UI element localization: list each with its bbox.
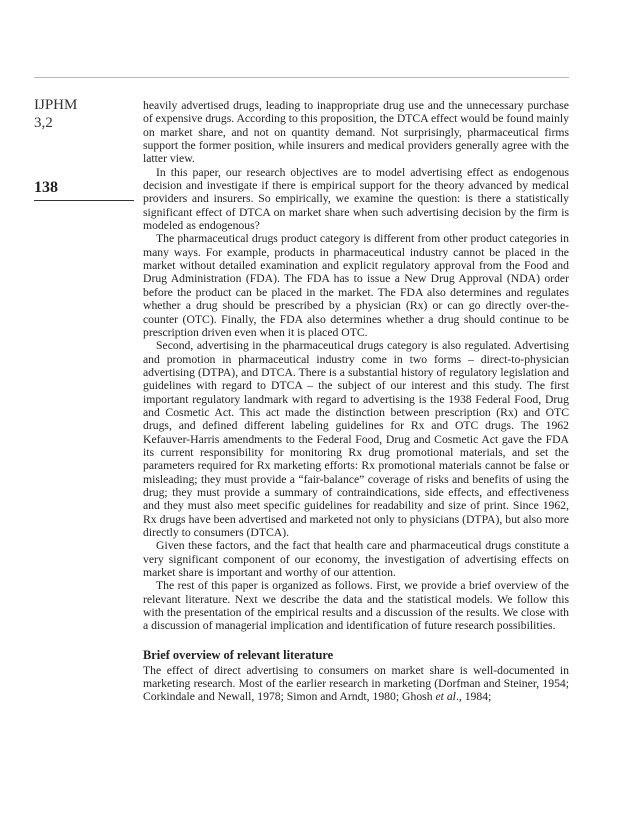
article-body	[143, 99, 569, 704]
page-number: 138	[34, 179, 58, 196]
literature-text-start: The effect of direct advertising to consumers on market share is well-documented in marketing research. Most of the earlier research in marketing (Dorfman and Steiner, 1954; Corkindale and Newall, 1978; Simon and Arndt, 1980; Ghosh	[143, 663, 569, 704]
paragraph-advertising-regulation: Second, advertising in the pharmaceutical drugs category is also regulated. Advertising and promotion in pharmaceutical industry come in two forms – direct-to-physician advertising (DTPA), and DTCA. There is a substantial history of regulatory legislation and guidelines with regard to DTCA – the subject of our interest and this study. The first important regulatory landmark with regard to advertising is the 1938 Federal Food, Drug and Cosmetic Act. This act made the distinction between prescription (Rx) and OTC drugs, and defined different labeling guidelines for Rx and OTC drugs. The 1962 Kefauver-Harris amendments to the Federal Food, Drug and Cosmetic Act gave the FDA its current responsibility for monitoring Rx drug promotional materials, and set the parameters required for Rx marketing efforts: Rx promotional materials cannot be false or misleading; they must provide a “fair-balance” coverage of risks and benefits of using the drug; they must provide a summary of contraindications, side effects, and effectiveness and they must also meet specific guidelines for readability and size of print. Since 1962, Rx drugs have been advertised and marketed not only to physicians (DTPA), but also more directly to consumers (DTCA).	[143, 339, 569, 539]
paragraph-literature	[143, 664, 569, 704]
paragraph-product-category: The pharmaceutical drugs product category is different from other product categories in many ways. For example, products in pharmaceutical industry cannot be placed in the market without detailed examination and explicit regulatory approval from the Food and Drug Administration (FDA). The FDA has to issue a New Drug Approval (NDA) order before the product can be placed in the market. The FDA also determines and regulates whether a drug should be prescribed by a physician (Rx) or can go directly over-the-counter (OTC). Finally, the FDA also determines whether a drug should continue to be prescription driven even when it is placed OTC.	[143, 232, 569, 339]
paragraph-organization: The rest of this paper is organized as follows. First, we provide a brief overview of the relevant literature. Next we describe the data and the statistical models. We follow this with the presentation of the empirical results and a discussion of the results. We close with a discussion of managerial implication and identification of future research possibilities.	[143, 579, 569, 633]
paragraph-research-objectives: In this paper, our research objectives are to model advertising effect as endogenous decision and investigate if there is empirical support for the theory advanced by medical providers and insurers. So empirically, we examine the question: is there a statistically significant effect of DTCA on market share when such advertising decision by the firm is modeled as endogenous?	[143, 165, 569, 233]
paragraph-importance: Given these factors, and the fact that health care and pharmaceutical drugs constitute a very significant component of our economy, the investigation of advertising effects on market share is important and worthy of our attention.	[143, 539, 569, 580]
page-number-rule	[34, 200, 134, 201]
journal-identifier	[34, 96, 77, 132]
journal-title: IJPHM	[34, 97, 78, 113]
top-rule	[34, 77, 569, 78]
paragraph-continuation: heavily advertised drugs, leading to inappropriate drug use and the unnecessary purchase of expensive drugs. According to this proposition, the DTCA effect would be found mainly on market share, and not on quantity demand. Not surprisingly, pharmaceutical firms support the former position, while insurers and medical providers generally agree with the latter view.	[143, 99, 569, 166]
journal-volume-issue: 3,2	[34, 115, 53, 131]
literature-text-et-al: et al	[435, 690, 456, 704]
section-heading: Brief overview of relevant literature	[143, 647, 334, 662]
literature-text-end: ., 1984;	[455, 690, 492, 704]
